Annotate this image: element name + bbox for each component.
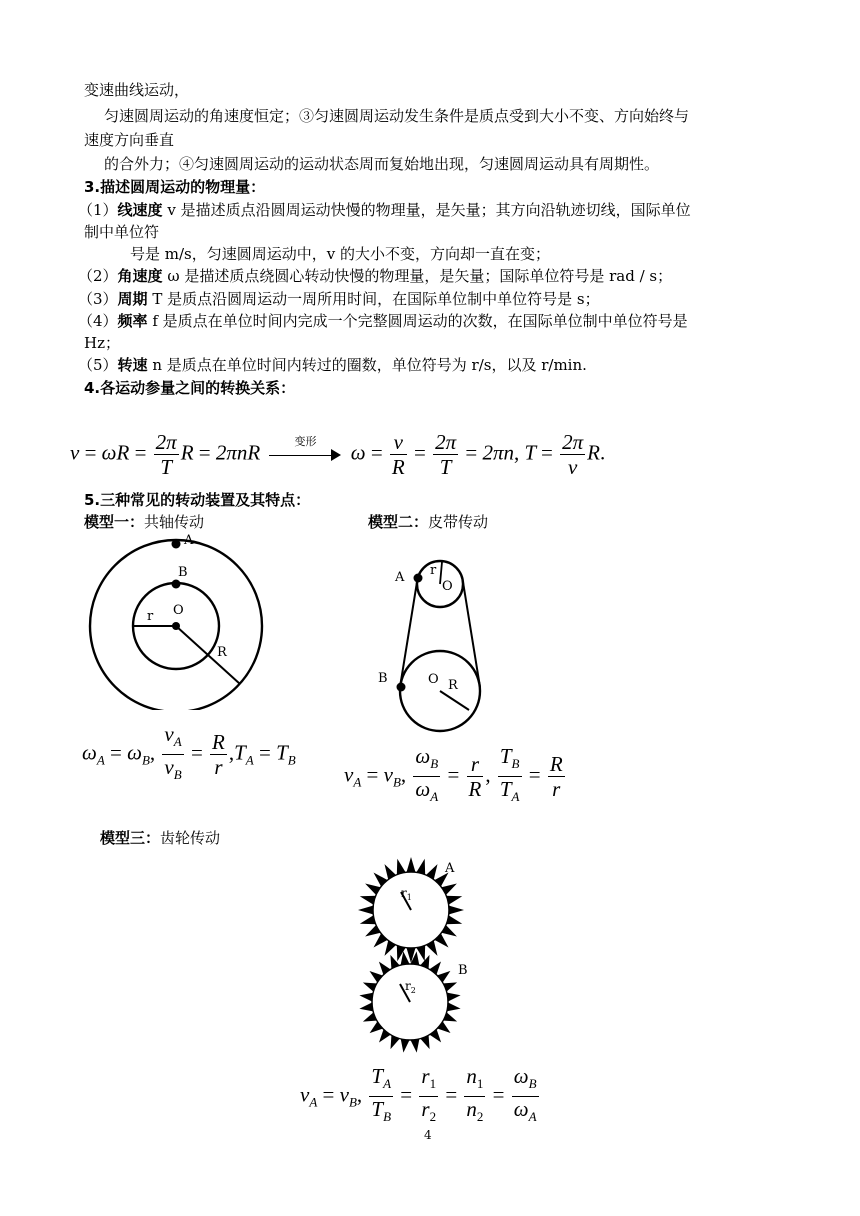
item-2 bbox=[78, 266, 672, 286]
label-r: r bbox=[430, 563, 437, 578]
item-5-prefix: （5） bbox=[78, 356, 118, 374]
label-B: B bbox=[178, 565, 188, 580]
fraction: $\frac{r}{R}$ bbox=[468, 752, 482, 802]
item-3-prefix: （3） bbox=[78, 290, 118, 308]
label-B: B bbox=[458, 963, 468, 978]
model-2-title-label: 模型二： bbox=[368, 513, 429, 531]
transform-arrow-label: 变形 bbox=[294, 435, 317, 448]
label-R: R bbox=[448, 678, 458, 693]
center-point bbox=[172, 622, 180, 630]
item-1-prefix: （1） bbox=[78, 201, 118, 219]
model-2-subtitle: 皮带传动 bbox=[428, 513, 489, 531]
gear-diagram bbox=[355, 852, 485, 1062]
text-line-4: 的合外力；④匀速圆周运动的运动状态周而复始地出现，匀速圆周运动具有周期性。 bbox=[104, 155, 660, 173]
fraction: $\frac{2\pi}{T}$ bbox=[435, 430, 457, 479]
section-4-heading: 4.各运动参量之间的转换关系： bbox=[84, 379, 296, 397]
label-r1-sub: 1 bbox=[406, 893, 412, 902]
item-2-prefix: （2） bbox=[78, 267, 118, 285]
point-B bbox=[397, 683, 406, 692]
fraction: $\frac{\omega_B}{\omega_A}$ bbox=[415, 744, 439, 805]
item-5-term: 转速 bbox=[117, 356, 148, 374]
item-3 bbox=[78, 289, 600, 309]
belt-left bbox=[400, 582, 417, 687]
fraction: $\frac{T_B}{T_A}$ bbox=[499, 744, 520, 805]
label-O-small: O bbox=[442, 579, 453, 594]
item-4-prefix: （4） bbox=[78, 312, 118, 330]
label-R: R bbox=[217, 645, 227, 660]
fraction: $\frac{T_A}{T_B}$ bbox=[371, 1064, 392, 1125]
text-line-1: 变速曲线运动， bbox=[84, 81, 190, 99]
item-4 bbox=[78, 311, 688, 331]
model-1-title-label: 模型一： bbox=[84, 513, 145, 531]
coaxial-diagram bbox=[80, 532, 280, 710]
model-1-subtitle: 共轴传动 bbox=[144, 513, 205, 531]
model-1-formula: $\omega_A = \omega_B$, $\frac{v_A}{v_B}$ = $\frac{R}{r}$ $,T_A = T_B$ bbox=[82, 722, 296, 787]
model-1-title bbox=[84, 512, 204, 532]
label-B: B bbox=[378, 671, 388, 686]
item-4-term: 频率 bbox=[117, 312, 148, 330]
item-5-text: n 是质点在单位时间内转过的圈数，单位符号为 r/s，以及 r/min. bbox=[147, 356, 587, 374]
item-1-cont2: 号是 m/s，匀速圆周运动中，v 的大小不变，方向却一直在变； bbox=[130, 245, 550, 263]
fraction: $\frac{2\pi}{T}$ bbox=[155, 430, 177, 479]
point-A bbox=[414, 574, 423, 583]
item-5 bbox=[78, 355, 587, 375]
radius-R-line bbox=[440, 691, 469, 710]
label-r2-main: r bbox=[405, 979, 411, 993]
model-3-title-label: 模型三： bbox=[100, 829, 161, 847]
item-1 bbox=[78, 200, 691, 220]
transform-arrow bbox=[269, 435, 341, 467]
fraction: $\frac{\omega_B}{\omega_A}$ bbox=[513, 1064, 537, 1125]
item-4-text: f 是质点在单位时间内完成一个完整圆周运动的次数，在国际单位制中单位符号是 bbox=[147, 312, 688, 330]
text-line-3: 速度方向垂直 bbox=[84, 131, 175, 149]
label-r: r bbox=[147, 609, 154, 624]
model-3-subtitle: 齿轮传动 bbox=[160, 829, 221, 847]
model-3-title bbox=[100, 828, 220, 848]
item-3-text: T 是质点沿圆周运动一周所用时间，在国际单位制中单位符号是 s； bbox=[147, 290, 600, 308]
label-A: A bbox=[184, 533, 194, 548]
item-2-text: ω 是描述质点绕圆心转动快慢的物理量，是矢量；国际单位符号是 rad / s； bbox=[162, 267, 673, 285]
label-r2-sub: 2 bbox=[410, 986, 416, 995]
model-2-title bbox=[368, 512, 488, 532]
belt-diagram bbox=[370, 556, 490, 766]
point-B bbox=[172, 580, 181, 589]
section-3-heading: 3.描述圆周运动的物理量： bbox=[84, 178, 266, 196]
label-O: O bbox=[173, 603, 184, 618]
item-4-cont1: Hz； bbox=[84, 334, 120, 352]
item-3-term: 周期 bbox=[117, 290, 148, 308]
page-number: 4 bbox=[424, 1128, 432, 1142]
fraction: $\frac{r_1}{r_2}$ bbox=[421, 1064, 437, 1125]
point-A bbox=[172, 540, 181, 549]
model-2-formula: $v_A = v_B$, $\frac{\omega_B}{\omega_A}$ = $\frac{r}{R}$ , $\frac{T_B}{T_A}$ = $\frac{R}{r}$ bbox=[344, 744, 567, 809]
item-1-term: 线速度 bbox=[117, 201, 163, 219]
fraction: $\frac{R}{r}$ bbox=[212, 730, 225, 780]
label-A: A bbox=[395, 570, 405, 585]
label-O-large: O bbox=[428, 672, 439, 687]
fraction: $\frac{v}{R}$ bbox=[391, 430, 405, 479]
conversion-formula: v = ωR = $\frac{2\pi}{T}$ R = 2πnR 变形 ω = $\frac{v}{R}$ = $\frac{2\pi}{T}$ = 2πn, T = $\frac{2\pi}{v}$ R. bbox=[70, 430, 606, 479]
text-line-2: 匀速圆周运动的角速度恒定；③匀速圆周运动发生条件是质点受到大小不变、方向始终与 bbox=[104, 107, 690, 125]
fraction: $\frac{2\pi}{v}$ bbox=[562, 430, 584, 479]
label-r1-main: r bbox=[401, 886, 407, 900]
item-1-cont1: 制中单位符 bbox=[84, 223, 160, 241]
label-A: A bbox=[445, 861, 455, 876]
section-5-heading: 5.三种常见的转动装置及其特点： bbox=[84, 491, 311, 509]
radius-R-line bbox=[176, 626, 240, 684]
item-2-term: 角速度 bbox=[117, 267, 163, 285]
fraction: $\frac{n_1}{n_2}$ bbox=[466, 1064, 484, 1125]
belt-right bbox=[463, 582, 480, 687]
item-1-text: v 是描述质点沿圆周运动快慢的物理量，是矢量；其方向沿轨迹切线，国际单位 bbox=[162, 201, 691, 219]
model-3-formula: $v_A = v_B$, $\frac{T_A}{T_B}$ = $\frac{r_1}{r_2}$ = $\frac{n_1}{n_2}$ = $\frac{\omega_B}{\omega_A}$ bbox=[300, 1064, 541, 1129]
fraction: $\frac{R}{r}$ bbox=[549, 752, 563, 802]
fraction: $\frac{v_A}{v_B}$ bbox=[164, 722, 182, 783]
